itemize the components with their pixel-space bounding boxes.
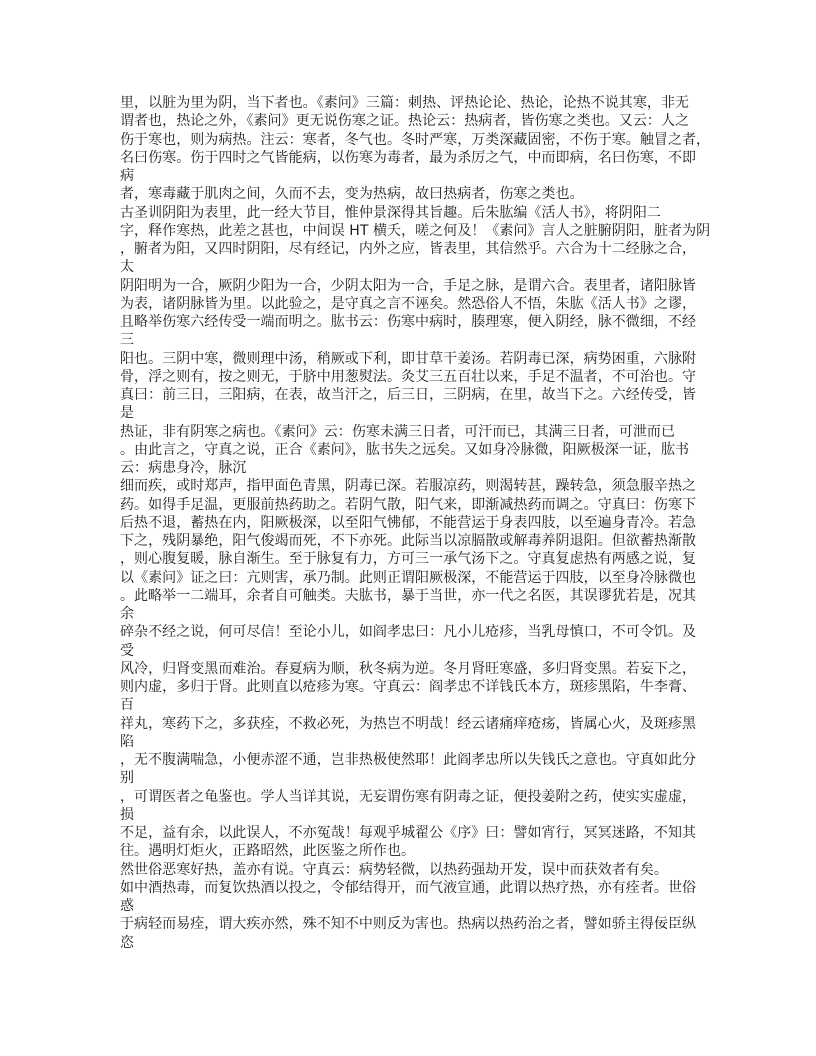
text-line: 别 (120, 770, 135, 787)
text-line: 古圣训阴阳为表里，此一经大节目，惟仲景深得其旨趣。后朱肱编《活人书》，将阴阳二 (120, 204, 661, 221)
text-line: ，无不腹满喘急，小便赤涩不通，岂非热极使然耶！此阎孝忠所以失钱氏之意也。守真如此分 (120, 752, 697, 768)
text-line: 谓者也，热论之外，《素问》更无说伤寒之证。热论云：热病者，皆伤寒之类也。又云：人之 (120, 113, 690, 130)
text-line: 则内虚，多归于肾。此则直以疮疹为寒。守真云：阎孝忠不详钱氏本方，斑疹黑陷，牛李膏、 (120, 679, 697, 695)
text-line: 。此略举一二端耳，余者自可触类。夫肱书，暴于当世，亦一代之名医，其误谬犹若是，况其 (120, 587, 697, 604)
text-line: 余 (120, 606, 135, 622)
text-line: 病 (120, 168, 135, 184)
text-line: 字，释作寒热，此差之甚也，中间误 HT 横夭，嗟之何及！《素问》言人之脏腑阴阳，脏者为阴 (120, 222, 711, 239)
text-line: 药。如得手足温，更服前热药助之。若阴气散，阳气来，即渐减热药而调之。守真曰：伤寒下 (120, 496, 697, 513)
text-line: 然世俗恶寒好热，盖亦有说。守真云：病势轻微，以热药强劫开发，误中而获效者有矣。 (120, 861, 668, 878)
text-line: 下之，残阴暴绝，阳气俊竭而死，不下亦死。此际当以凉膈散或解毒养阴退阳。但欲蓄热渐散 (120, 533, 697, 549)
text-line: 百 (120, 697, 135, 714)
text-line: 后热不退，蓄热在内，阳厥极深，以至阳气怫郁，不能营运于身表四肢，以至遍身青冷。若急 (120, 514, 697, 531)
text-line: 风冷，归肾变黑而难治。春夏病为顺，秋冬病为逆。冬月肾旺寒盛，多归肾变黑。若妄下之， (120, 660, 697, 677)
text-line: 太 (120, 259, 135, 276)
text-line: 惑 (120, 898, 135, 914)
text-line: 且略举伤寒六经传受一端而明之。肱书云：伤寒中病时，腠理寒，便入阴经，脉不微细，不经 (120, 314, 697, 330)
text-line: 阴阳明为一合，厥阴少阳为一合，少阴太阳为一合，手足之脉，是谓六合。表里者，诸阳脉皆 (120, 277, 697, 294)
text-line: 往。遇明灯炬火，正路昭然，此医鉴之所作也。 (120, 843, 416, 860)
text-line: 热证，非有阴寒之病也。《素问》云：伤寒未满三日者，可汗而已，其满三日者，可泄而已 (120, 423, 675, 440)
text-line: 碎杂不经之说，何可尽信！至论小儿，如阎孝忠曰：凡小儿疮疹，当乳母慎口，不可令饥。及 (120, 624, 697, 641)
text-line: 恣 (120, 934, 135, 951)
text-line: 骨，浮之则有，按之则无，于脐中用葱熨法。灸艾三五百壮以来，手足不温者，不可治也。守 (120, 368, 697, 385)
text-line: 三 (120, 332, 135, 349)
text-line: 祥丸，寒药下之，多获痊，不救必死，为热岂不明哉！经云诸痛痒疮疡，皆属心火，及斑疹黑 (120, 715, 697, 732)
text-line: 于病轻而易痊，谓大疾亦然，殊不知不中则反为害也。热病以热药治之者，譬如骄主得佞臣纵 (120, 916, 697, 933)
text-line: 。由此言之，守真之说，正合《素问》，肱书失之远矣。又如身冷脉微，阳厥极深一证，肱书 (120, 441, 690, 458)
text-line: ，可谓医者之龟鉴也。学人当详其说，无妄谓伤寒有阴毒之证，便投姜附之药，使实实虚虚， (120, 788, 697, 805)
text-line: 是 (120, 405, 135, 422)
text-line: ，腑者为阳，又四时阴阳，尽有经记，内外之应，皆表里，其信然乎。六合为十二经脉之合， (120, 241, 697, 257)
text-line: 如中酒热毒，而复饮热酒以投之，令郁结得开，而气液宣通，此谓以热疗热，亦有痊者。世俗 (120, 879, 697, 896)
text-line: 不足，益有余，以此误人，不亦冤哉！每观乎城翟公《序》曰：譬如宵行，冥冥迷路，不知其 (120, 825, 697, 841)
text-line: 阳也。三阴中寒，微则理中汤，稍厥或下利，即甘草干姜汤。若阴毒已深，病势困重，六脉附 (120, 350, 697, 367)
text-line: 受 (120, 642, 135, 659)
text-line: 陷 (120, 733, 135, 750)
text-line: ，则心腹复暖，脉自渐生。至于脉复有力，方可三一承气汤下之。守真复虑热有两感之说，复 (120, 551, 697, 568)
text-line: 名曰伤寒。伤于四时之气皆能病，以伤寒为毒者，最为杀厉之气，中而即病，名曰伤寒，不即 (120, 149, 697, 166)
text-line: 云：病患身冷，脉沉 (120, 460, 247, 476)
text-line: 者，寒毒藏于肌肉之间，久而不去，变为热病，故曰热病者，伤寒之类也。 (120, 186, 584, 203)
document-page (120, 94, 720, 952)
text-line: 里，以脏为里为阴，当下者也。《素问》三篇：刺热、评热论论、热论，论热不说其寒，非无 (120, 95, 690, 111)
text-line: 真曰：前三日，三阳病，在表，故当汗之，后三日，三阴病，在里，故当下之。六经传受，皆 (120, 387, 697, 403)
text-line: 细而疾，或时郑声，指甲面色青黑，阴毒已深。若服凉药，则渴转甚，躁转急，须急服辛热之 (120, 478, 697, 495)
text-line: 为表，诸阴脉皆为里。以此验之，是守真之言不诬矣。然恐俗人不悟，朱肱《活人书》之谬， (120, 295, 697, 312)
text-line: 以《素问》证之曰：亢则害，承乃制。此则正谓阳厥极深，不能营运于四肢，以至身冷脉微也 (120, 569, 697, 586)
text-line: 损 (120, 806, 135, 823)
text-line: 伤于寒也，则为病热。注云：寒者，冬气也。冬时严寒，万类深藏固密，不伤于寒。触冒之者， (120, 131, 711, 148)
